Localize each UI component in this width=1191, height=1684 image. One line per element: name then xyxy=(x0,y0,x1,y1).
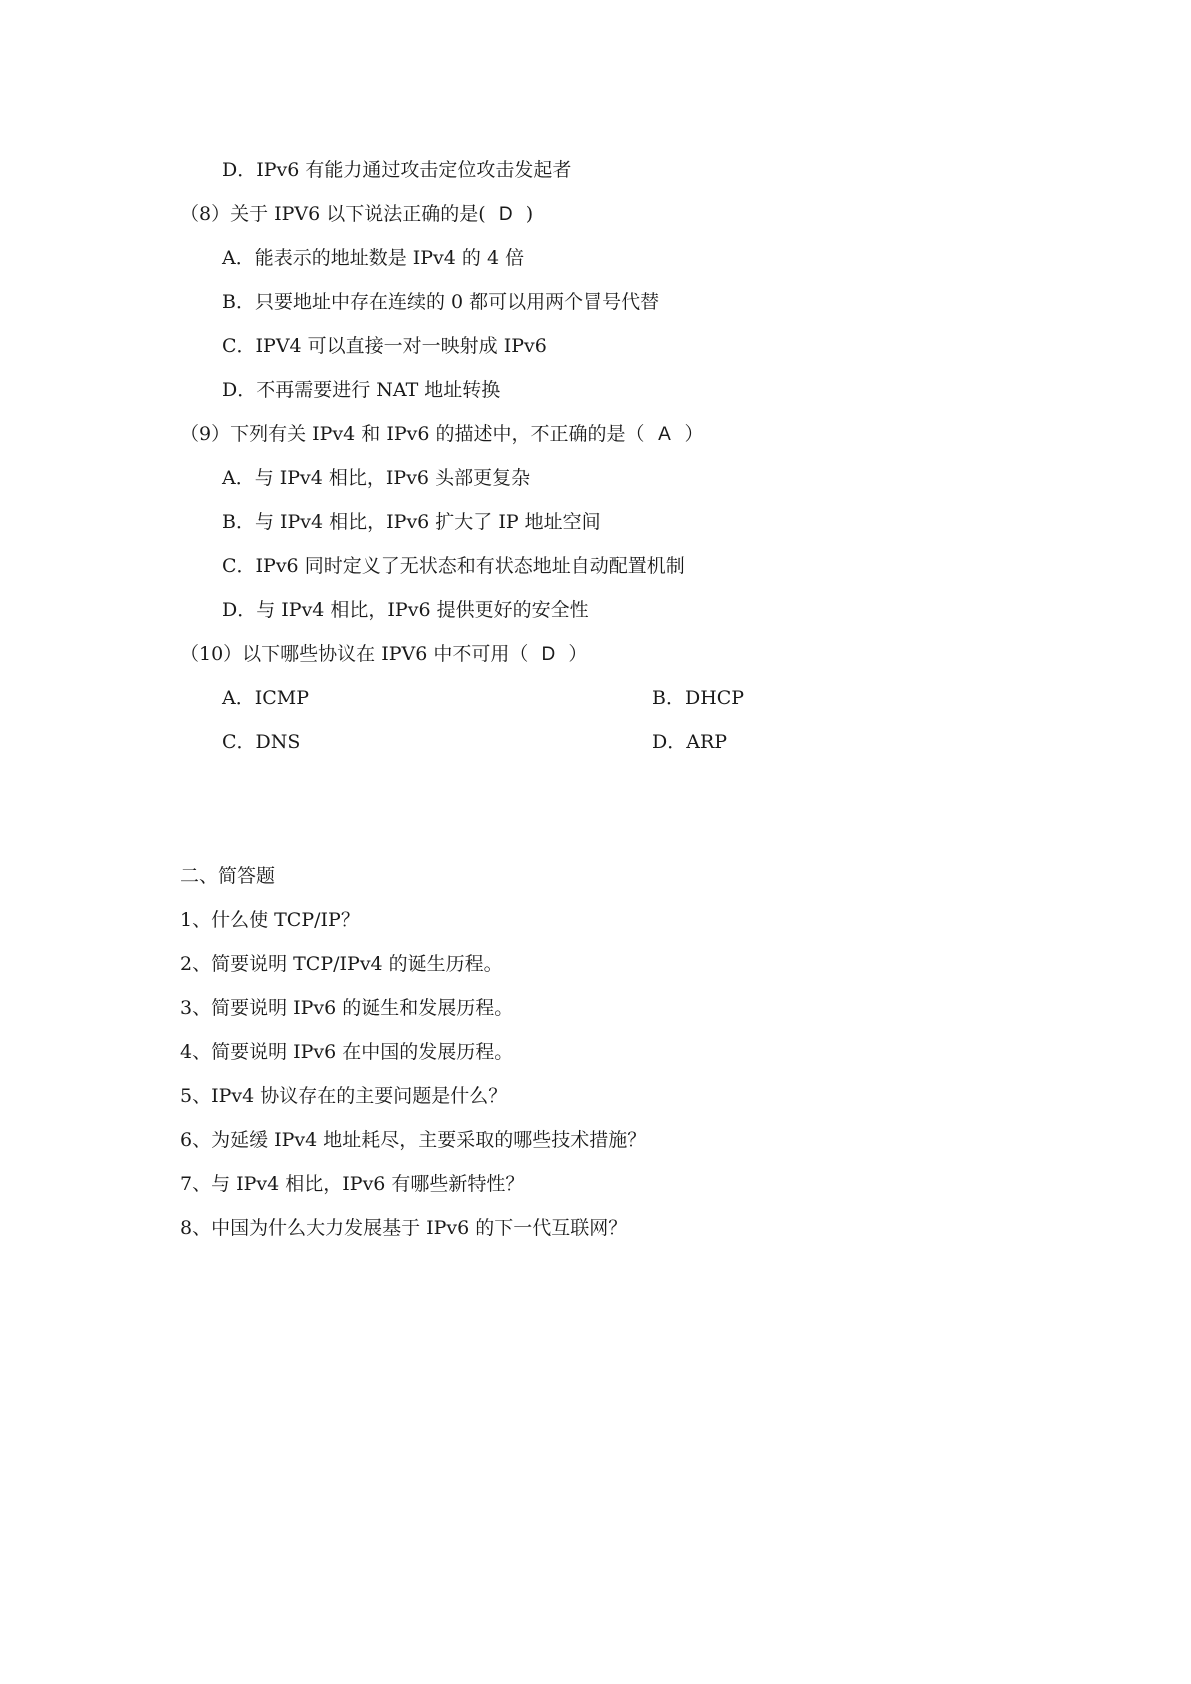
short-answer-item-5: 5、IPv4 协议存在的主要问题是什么？ xyxy=(180,1085,508,1107)
short-answer-item-2: 2、简要说明 TCP/IPv4 的诞生历程。 xyxy=(180,953,503,975)
section-heading: 二、简答题 xyxy=(180,865,276,887)
short-answer-item-1: 1、什么使 TCP/IP？ xyxy=(180,909,360,931)
q7-option-d: D．IPv6 有能力通过攻击定位攻击发起者 xyxy=(222,159,572,181)
q10-stem xyxy=(180,640,587,668)
q10-option-b: B．DHCP xyxy=(652,687,745,709)
q9-option-b: B．与 IPv4 相比，IPv6 扩大了 IP 地址空间 xyxy=(222,511,601,533)
short-answer-item-6: 6、为延缓 IPv4 地址耗尽，主要采取的哪些技术措施？ xyxy=(180,1129,647,1151)
q8-option-a: A．能表示的地址数是 IPv4 的 4 倍 xyxy=(222,247,525,269)
q8-stem xyxy=(180,200,533,228)
q8-option-c: C．IPV4 可以直接一对一映射成 IPv6 xyxy=(222,335,547,357)
q8-stem-close: ) xyxy=(525,203,534,225)
q8-stem-text: （8）关于 IPV6 以下说法正确的是( xyxy=(180,203,486,225)
q8-answer: D xyxy=(498,204,513,225)
q9-answer: A xyxy=(658,424,671,445)
q10-stem-close: ） xyxy=(568,643,588,665)
short-answer-item-8: 8、中国为什么大力发展基于 IPv6 的下一代互联网？ xyxy=(180,1217,628,1239)
q10-answer: D xyxy=(541,644,556,665)
q10-option-a: A．ICMP xyxy=(222,687,310,709)
q9-stem xyxy=(180,420,704,448)
q9-option-c: C．IPv6 同时定义了无状态和有状态地址自动配置机制 xyxy=(222,555,685,577)
short-answer-item-7: 7、与 IPv4 相比，IPv6 有哪些新特性？ xyxy=(180,1173,525,1195)
q10-stem-text: （10）以下哪些协议在 IPV6 中不可用（ xyxy=(180,643,529,665)
short-answer-item-4: 4、简要说明 IPv6 在中国的发展历程。 xyxy=(180,1041,514,1063)
q9-stem-close: ） xyxy=(684,423,704,445)
short-answer-item-3: 3、简要说明 IPv6 的诞生和发展历程。 xyxy=(180,997,514,1019)
q8-option-d: D．不再需要进行 NAT 地址转换 xyxy=(222,379,501,401)
q9-option-a: A．与 IPv4 相比，IPv6 头部更复杂 xyxy=(222,467,531,489)
q8-option-b: B．只要地址中存在连续的 0 都可以用两个冒号代替 xyxy=(222,291,660,313)
q10-option-c: C．DNS xyxy=(222,731,301,753)
q10-option-d: D．ARP xyxy=(652,731,728,753)
q9-stem-text: （9）下列有关 IPv4 和 IPv6 的描述中，不正确的是（ xyxy=(180,423,645,445)
q9-option-d: D．与 IPv4 相比，IPv6 提供更好的安全性 xyxy=(222,599,589,621)
